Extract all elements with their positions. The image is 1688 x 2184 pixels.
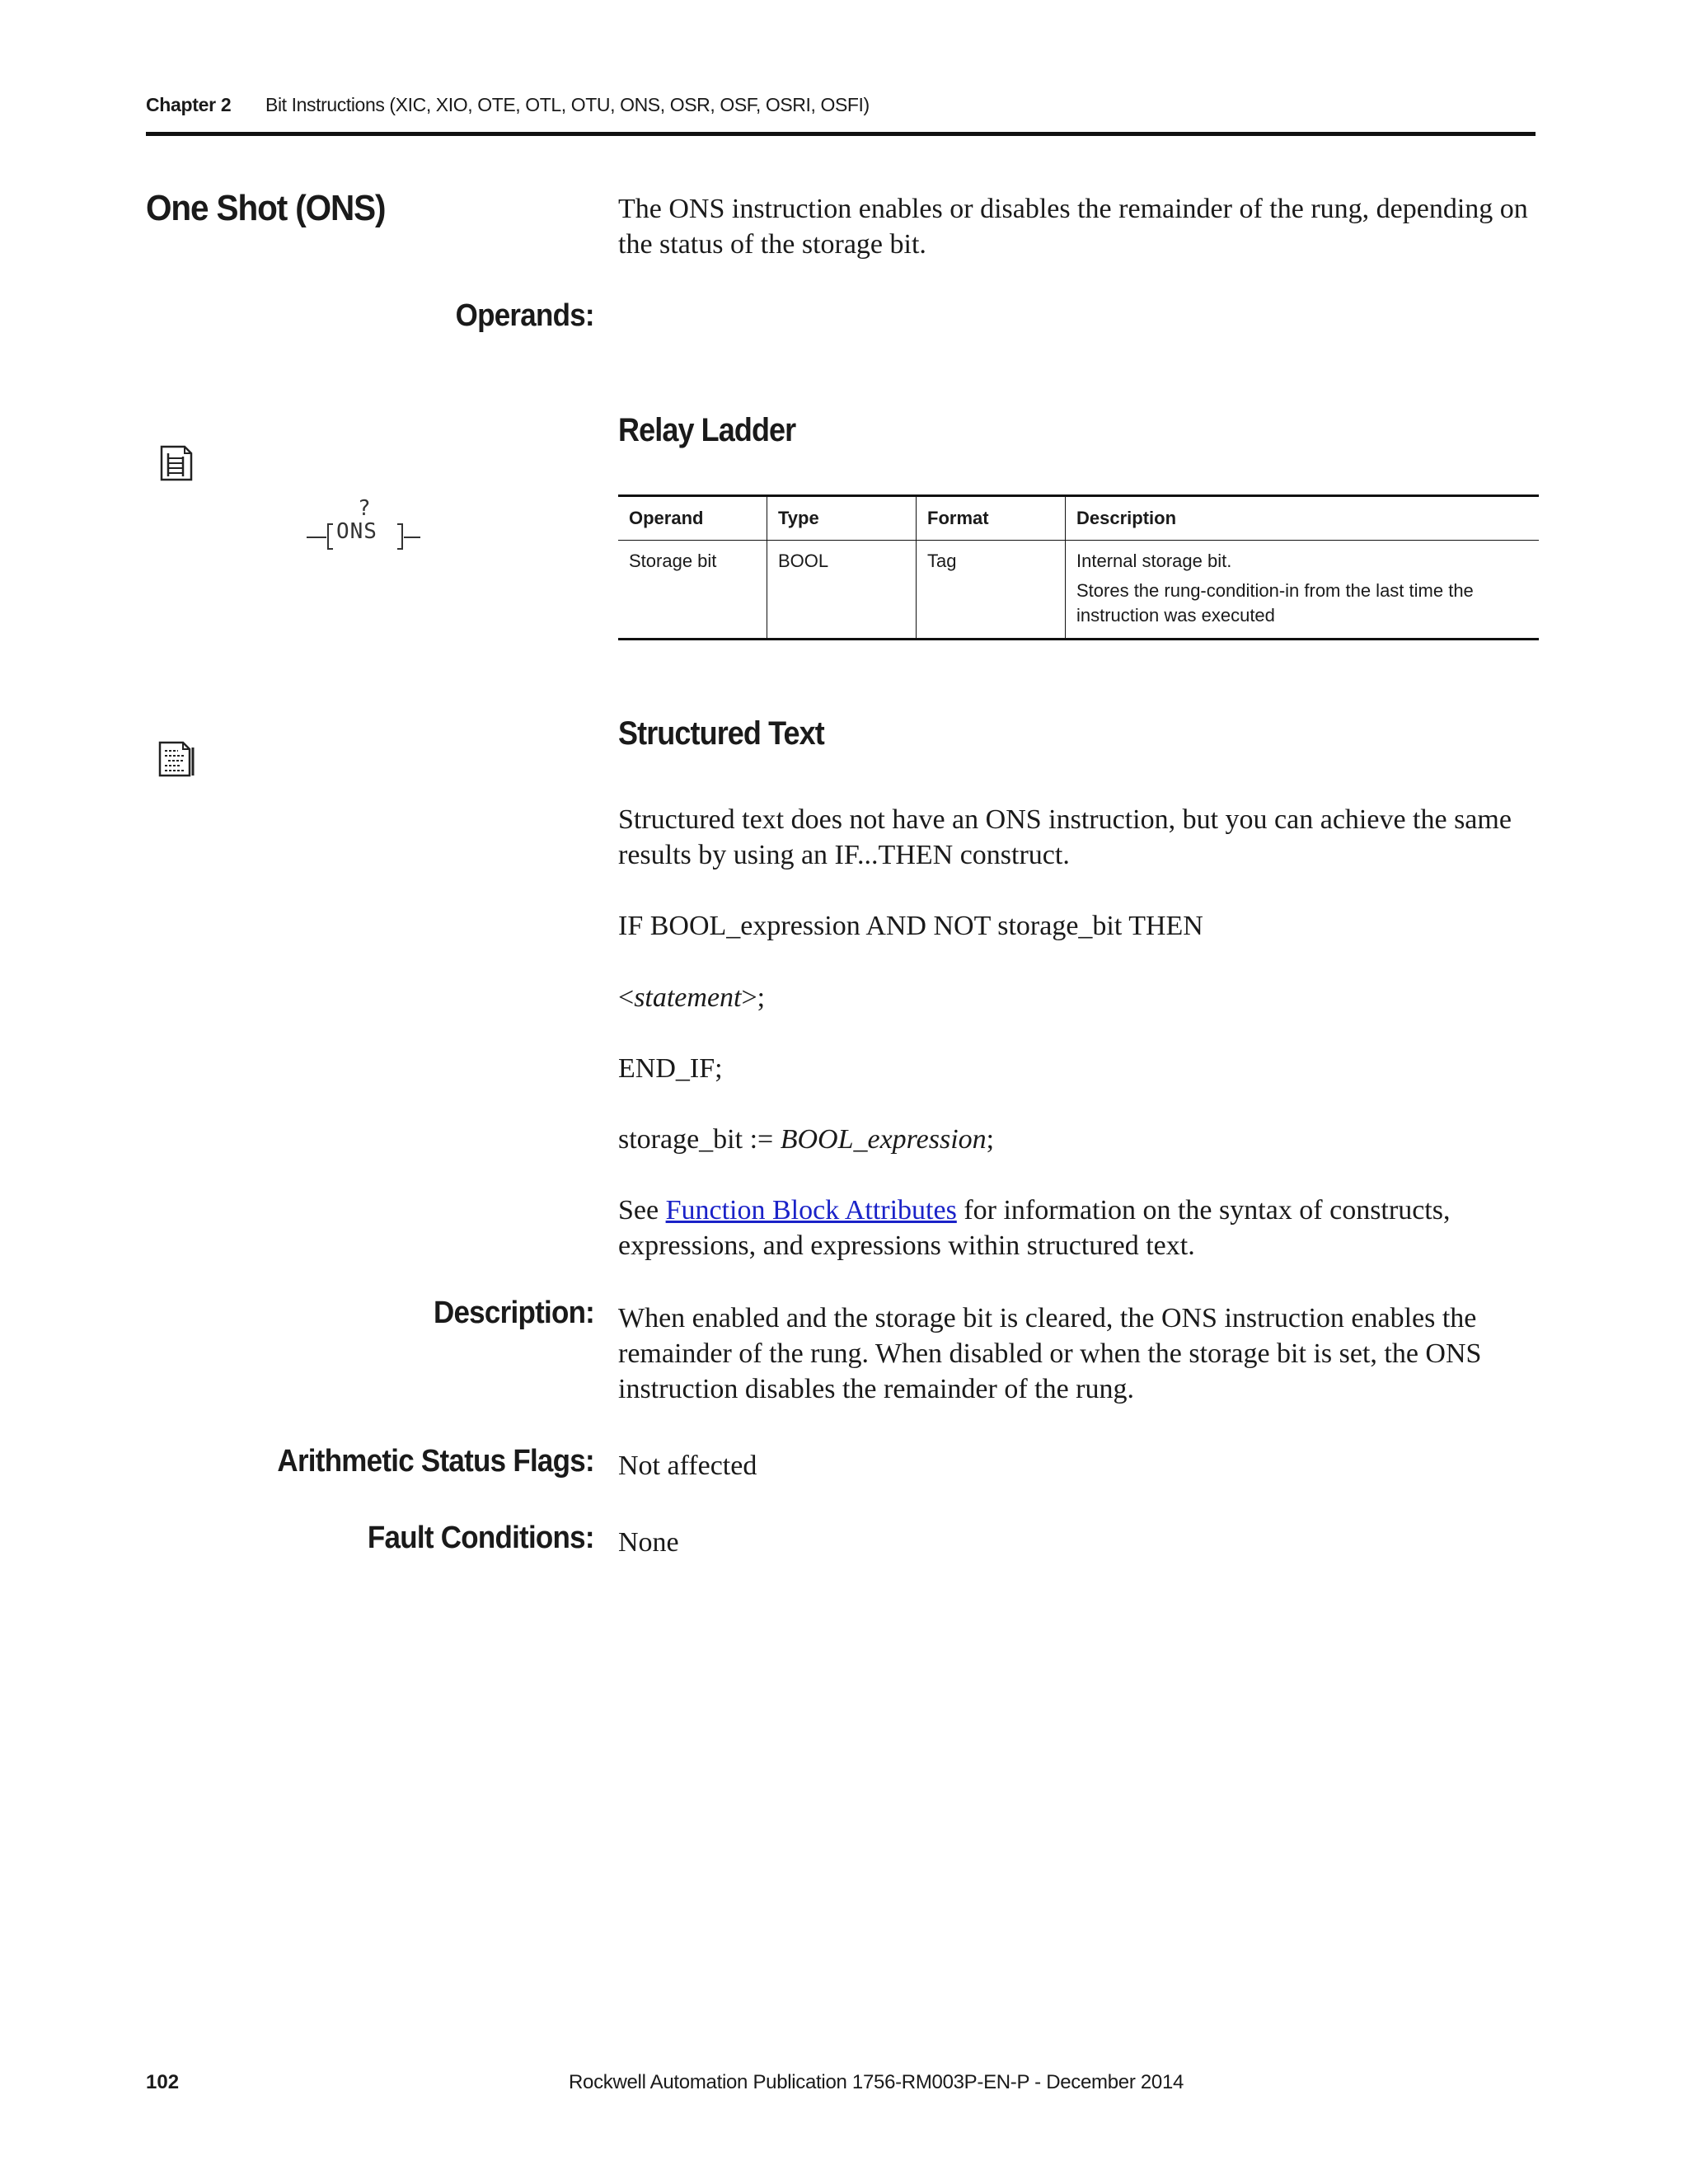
st-code-assign-line	[618, 1122, 1545, 1157]
st-assign-prefix: storage_bit :=	[618, 1124, 781, 1155]
structured-text-heading: Structured Text	[618, 715, 824, 752]
fault-conditions-text: None	[618, 1527, 679, 1558]
col-header-operand: Operand	[618, 496, 767, 541]
table-header-row	[618, 496, 1539, 541]
description-line-1: Internal storage bit.	[1076, 551, 1232, 571]
fault-conditions-label: Fault Conditions:	[368, 1521, 594, 1555]
st-assign-suffix: ;	[986, 1124, 995, 1155]
arithmetic-flags-text: Not affected	[618, 1451, 757, 1481]
operand-table	[618, 494, 1539, 640]
structured-text-page-icon	[157, 738, 196, 779]
function-block-attributes-link[interactable]: Function Block Attributes	[665, 1195, 957, 1226]
ladder-page-icon	[157, 442, 196, 483]
page-number: 102	[146, 2071, 180, 2093]
chapter-title: Bit Instructions (XIC, XIO, OTE, OTL, OTU, ONS, OSR, OSF, OSRI, OSFI)	[265, 94, 870, 115]
st-code-statement-line	[618, 980, 1545, 1015]
intro-paragraph: The ONS instruction enables or disables the remainder of the rung, depending on the status of the storage bit.	[618, 194, 1528, 260]
st-see-paragraph	[618, 1193, 1545, 1263]
ons-ladder-symbol	[305, 496, 429, 554]
description-text: When enabled and the storage bit is cleared, the ONS instruction enables the remainder of the rung. When disabled or when the storage bit is set, the ONS instruction disables the remainder of the rung.	[618, 1303, 1482, 1404]
st-paragraph: Structured text does not have an ONS instruction, but you can achieve the same results by using an IF...THEN construct.	[618, 804, 1512, 870]
description-label: Description:	[433, 1296, 594, 1330]
col-header-format: Format	[917, 496, 1066, 541]
relay-ladder-heading: Relay Ladder	[618, 412, 796, 448]
section-title: One Shot (ONS)	[146, 188, 386, 228]
cell-description	[1066, 541, 1540, 640]
cell-format: Tag	[917, 541, 1066, 640]
description-line-2: Stores the rung-condition-in from the last time the instruction was executed	[1076, 580, 1474, 626]
st-see-prefix: See	[618, 1195, 666, 1226]
ons-symbol-label: ONS	[336, 519, 377, 544]
st-code-endif-line: END_IF;	[618, 1053, 723, 1084]
st-code-if-line: IF BOOL_expression AND NOT storage_bit THEN	[618, 911, 1203, 941]
cell-type: BOOL	[767, 541, 917, 640]
table-row	[618, 541, 1539, 640]
st-lt: <	[618, 982, 635, 1013]
arithmetic-flags-label: Arithmetic Status Flags:	[277, 1444, 594, 1479]
col-header-type: Type	[767, 496, 917, 541]
st-statement: statement	[634, 982, 742, 1013]
col-header-description: Description	[1066, 496, 1540, 541]
st-see-suffix: for information on the syntax of constructs, expressions, and expressions within structured text.	[618, 1195, 1451, 1261]
st-gt: >;	[741, 982, 766, 1013]
st-assign-expr: BOOL_expression	[780, 1124, 987, 1155]
ons-question-mark: ?	[358, 496, 371, 521]
publication-info: Rockwell Automation Publication 1756-RM003P-EN-P - December 2014	[569, 2071, 1184, 2093]
operands-label: Operands:	[455, 298, 594, 333]
cell-operand: Storage bit	[618, 541, 767, 640]
header-rule	[146, 132, 1536, 136]
chapter-label: Chapter 2	[146, 94, 232, 115]
